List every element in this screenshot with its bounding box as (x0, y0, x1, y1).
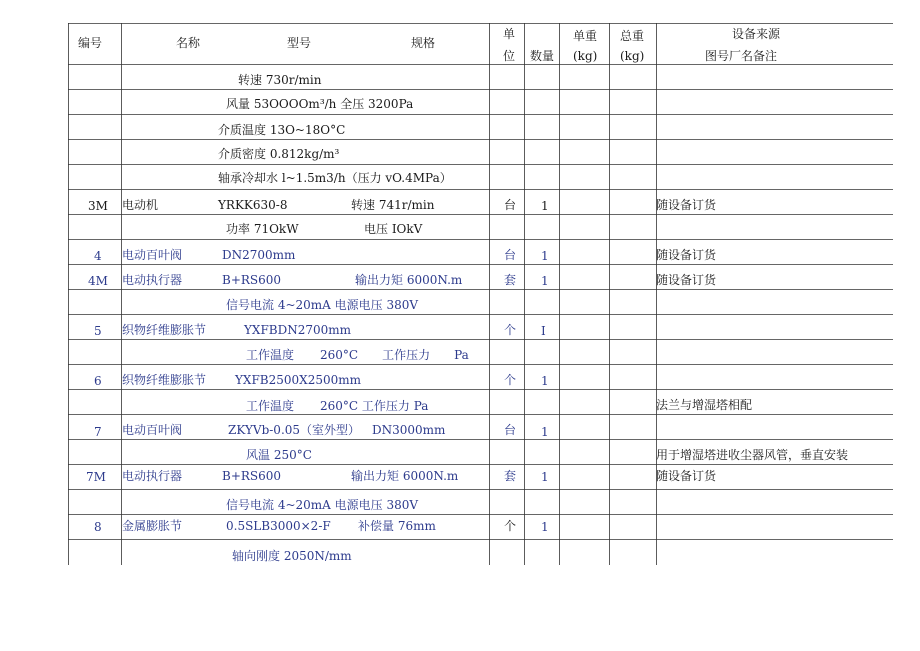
row-9-no: 4M (88, 274, 108, 288)
row-8-note: 随设备订货 (656, 248, 717, 262)
row-2-model: 风量 53OOOOm³/h 全压 3200Pa (226, 97, 414, 111)
row-11-name: 织物纤维膨胀节 (122, 323, 207, 337)
header-unit-weight-bottom: (kg) (573, 49, 598, 63)
header-spec: 规格 (411, 36, 436, 50)
row-5-model: 轴承冷却水 l~1.5m3/h（压力 vO.4MPa） (218, 171, 452, 185)
table-grid-lines (68, 23, 893, 565)
row-6-qty: 1 (541, 199, 549, 213)
header-unit-weight-top: 单重 (573, 29, 598, 43)
header-total-weight-top: 总重 (620, 29, 645, 43)
row-17-qty: 1 (541, 470, 549, 484)
row-17-spec: 输出力矩 6000N.m (351, 469, 459, 483)
row-9-spec: 输出力矩 6000N.m (355, 273, 463, 287)
row-9-qty: 1 (541, 274, 549, 288)
row-6-unit: 台 (504, 198, 517, 212)
row-8-model: DN2700mm (222, 248, 296, 262)
header-model: 型号 (287, 36, 312, 50)
header-total-weight-bottom: (kg) (620, 49, 645, 63)
header-unit-top: 单 (503, 27, 516, 41)
row-8-qty: 1 (541, 249, 549, 263)
row-6-note: 随设备订货 (656, 198, 717, 212)
row-11-no: 5 (94, 324, 102, 338)
header-unit-bottom: 位 (503, 49, 516, 63)
row-16-note: 用于增湿塔进收尘器风管，垂直安装 (656, 448, 849, 462)
row-11-unit: 个 (504, 323, 517, 337)
row-14-model: 工作温度 (246, 399, 295, 413)
row-11-model: YXFBDN2700mm (244, 323, 352, 337)
row-15-spec: DN3000mm (372, 423, 446, 437)
header-source-bottom: 图号厂名备注 (705, 49, 778, 63)
row-6-spec: 转速 741r/min (351, 198, 435, 212)
row-4-model: 介质密度 0.812kg/m³ (218, 147, 340, 161)
row-17-name: 电动执行器 (122, 469, 183, 483)
row-14-spec: 260°C 工作压力 Pa (320, 399, 429, 413)
row-6-name: 电动机 (122, 198, 159, 212)
row-20-model: 轴向刚度 2050N/mm (232, 549, 352, 563)
row-15-name: 电动百叶阀 (122, 423, 183, 437)
row-18-model: 信号电流 4~20mA 电源电压 380V (226, 498, 419, 512)
row-10-model: 信号电流 4~20mA 电源电压 380V (226, 298, 419, 312)
row-17-unit: 套 (504, 469, 517, 483)
equipment-table (68, 23, 893, 565)
row-17-model: B+RS600 (222, 469, 282, 483)
row-15-no: 7 (94, 425, 102, 439)
row-13-unit: 个 (504, 373, 517, 387)
row-11-qty: I (541, 324, 546, 338)
row-8-name: 电动百叶阀 (122, 248, 183, 262)
header-qty: 数量 (530, 49, 555, 63)
row-7-model: 功率 71OkW (226, 222, 299, 236)
header-no: 编号 (78, 36, 103, 50)
row-19-no: 8 (94, 520, 102, 534)
row-12-spec: 260°C 工作压力 Pa (320, 348, 469, 362)
row-13-name: 织物纤维膨胀节 (122, 373, 207, 387)
row-8-unit: 台 (504, 248, 517, 262)
row-17-note: 随设备订货 (656, 469, 717, 483)
row-6-model: YRKK630-8 (218, 198, 288, 212)
row-6-no: 3M (88, 199, 108, 213)
row-9-name: 电动执行器 (122, 273, 183, 287)
header-name: 名称 (176, 36, 201, 50)
row-3-model: 介质温度 13O~18O°C (218, 123, 346, 137)
row-15-model: ZKYVb-0.05（室外型） (228, 423, 361, 437)
row-12-model: 工作温度 (246, 348, 295, 362)
row-9-note: 随设备订货 (656, 273, 717, 287)
row-1-model: 转速 730r/min (238, 73, 322, 87)
header-source-top: 设备来源 (732, 27, 781, 41)
row-13-no: 6 (94, 374, 102, 388)
row-7-spec: 电压 IOkV (364, 222, 423, 236)
row-19-name: 金属膨胀节 (122, 519, 183, 533)
row-15-qty: 1 (541, 425, 549, 439)
row-19-spec: 补偿量 76mm (358, 519, 436, 533)
row-8-no: 4 (94, 249, 102, 263)
row-16-model: 风温 250°C (246, 448, 312, 462)
row-9-unit: 套 (504, 273, 517, 287)
row-15-unit: 台 (504, 423, 517, 437)
row-14-note: 法兰与增湿塔相配 (656, 398, 753, 412)
row-19-qty: 1 (541, 520, 549, 534)
row-13-model: YXFB2500X2500mm (235, 373, 361, 387)
row-17-no: 7M (86, 470, 106, 484)
row-19-unit: 个 (504, 519, 517, 533)
row-9-model: B+RS600 (222, 273, 282, 287)
row-19-model: 0.5SLB3000×2-F (226, 519, 331, 533)
row-13-qty: 1 (541, 374, 549, 388)
